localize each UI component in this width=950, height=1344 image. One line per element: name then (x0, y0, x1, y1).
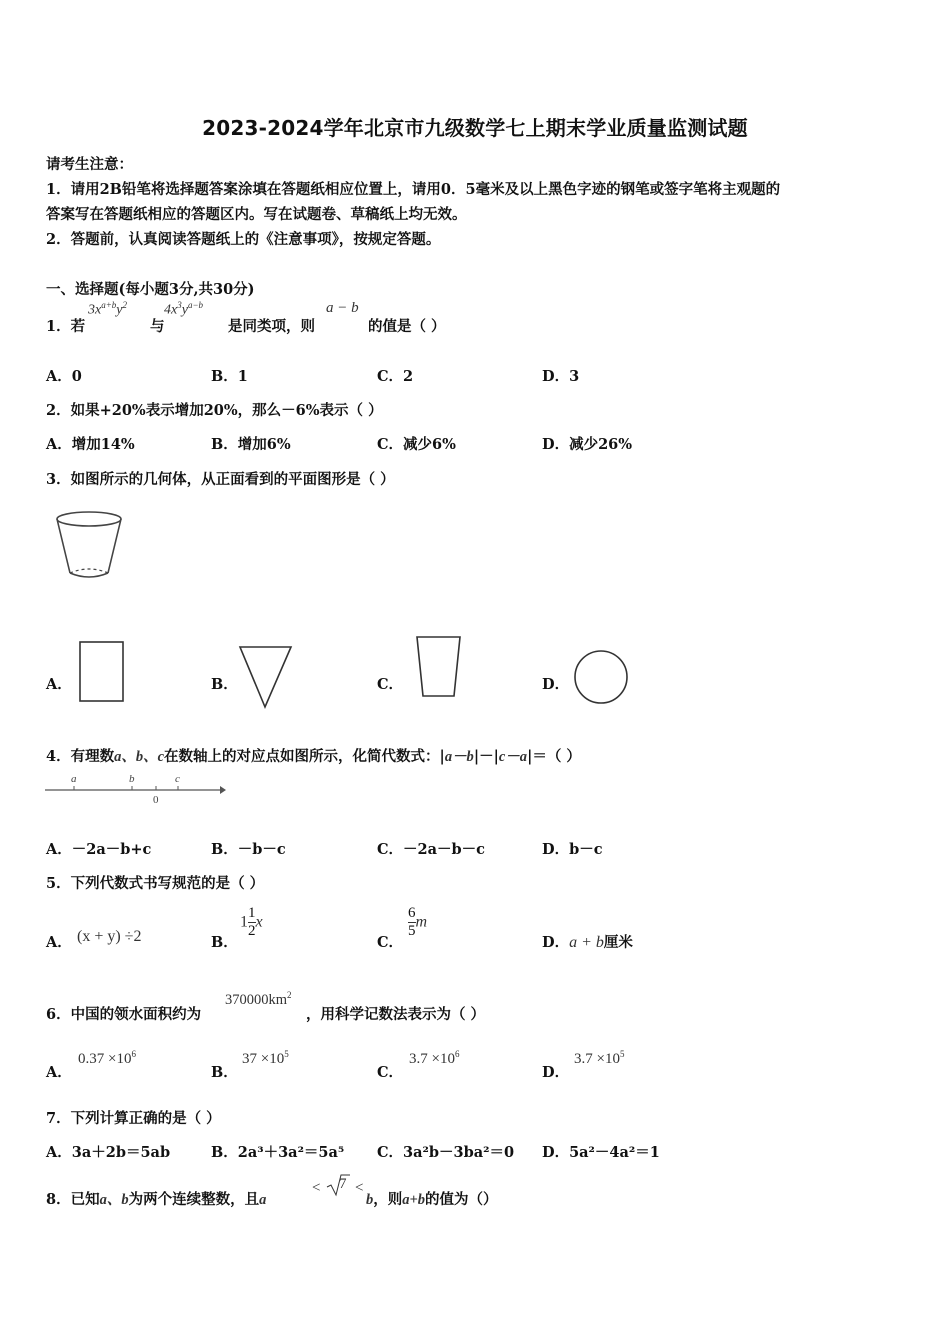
q4-text-b: a、b、c (114, 749, 165, 765)
q3-option-a: A． (46, 676, 72, 693)
inverted-triangle-shape (238, 644, 294, 710)
q1-expr-2 (164, 300, 203, 319)
question-3: 3．如图所示的几何体，从正面看到的平面图形是（ ） (46, 471, 395, 488)
question-7: 7．下列计算正确的是（ ） (46, 1110, 221, 1127)
q6-option-a (78, 1049, 136, 1068)
q8-inequality (312, 1180, 320, 1197)
q8-a: a (259, 1192, 267, 1208)
q1-expr-3: a − b (326, 300, 359, 316)
q7-option-a: A．3a＋2b＝5ab (46, 1144, 171, 1161)
q1-text-2: 是同类项，则 (228, 318, 315, 335)
q8-sqrt-value: 7 (339, 1176, 347, 1192)
q6-d-base: 3.7 ×10 (574, 1051, 620, 1067)
q8-ab: a、b (99, 1192, 129, 1208)
q5-c-denominator: 5 (408, 923, 416, 939)
q8-text-d: 的值为（） (425, 1191, 498, 1208)
q1-expr1-sup: a+b (101, 300, 117, 310)
q6-a-base: 0.37 ×10 (78, 1051, 132, 1067)
q4-text-c: 在数轴上的对应点如图所示，化简代数式：| (164, 748, 445, 765)
q5-b-fraction (248, 905, 256, 940)
section-heading: 一、选择题(每小题3分,共30分) (46, 281, 255, 298)
q6-value-base: 370000km (225, 991, 288, 1008)
q8-text-b: 为两个连续整数，且 (128, 1191, 260, 1208)
q5-option-b-expr (240, 905, 263, 940)
q5-option-a-label: A． (46, 934, 72, 951)
q6-c-base: 3.7 ×10 (409, 1051, 455, 1067)
q1-mid: 与 (150, 318, 165, 335)
axis-label-b: b (129, 773, 135, 785)
q5-b-denominator: 2 (248, 923, 256, 939)
cup-solid-figure (50, 505, 130, 585)
q8-text-a: 8．已知 (46, 1191, 100, 1208)
q5-b-var: x (255, 913, 263, 931)
q8-text-c: ，则 (373, 1191, 403, 1208)
q4-text-a: 4．有理数 (46, 748, 115, 765)
q4-text-g: |＝（ ） (527, 748, 581, 765)
q3-option-d: D． (542, 676, 570, 693)
notice-line-1b: 答案写在答题纸相应的答题区内。写在试题卷、草稿纸上均无效。 (46, 206, 467, 223)
q5-option-a-expr: (x + y) ÷2 (77, 928, 142, 945)
notice-line-2: 2．答题前，认真阅读答题纸上的《注意事项》，按规定答题。 (46, 231, 441, 248)
q2-option-c: C．减少6% (377, 436, 456, 453)
notice-heading: 请考生注意： (46, 156, 133, 173)
question-6: 6．中国的领水面积约为 (46, 1006, 202, 1023)
q1-expr2-base: 4x (164, 302, 178, 318)
sqrt-sign (325, 1173, 351, 1197)
q6-c-exp: 6 (454, 1049, 460, 1059)
q5-c-var: m (415, 913, 428, 931)
q5-option-d-label (542, 931, 633, 952)
q6-b-exp: 5 (284, 1049, 289, 1059)
question-5: 5．下列代数式书写规范的是（ ） (46, 875, 265, 892)
q5-d-expr: a + b (569, 934, 604, 951)
axis-label-a: a (71, 773, 77, 785)
q1-expr-1 (88, 300, 127, 319)
q5-option-b-label: B． (211, 934, 238, 951)
q1-expr2-y: y (181, 302, 188, 318)
q3-option-b: B． (211, 676, 238, 693)
axis-label-zero: 0 (153, 794, 159, 806)
q7-option-d: D．5a²－4a²＝1 (542, 1144, 660, 1161)
q2-option-a: A．增加14% (46, 436, 135, 453)
q4-option-d: D．b－c (542, 841, 603, 858)
q1-expr2-sup: 3 (177, 300, 182, 310)
q5-c-numerator: 6 (408, 905, 416, 921)
q1-option-a: A．0 (46, 368, 82, 385)
q8-tail (366, 1188, 498, 1209)
q4-text-e: |－| (473, 748, 499, 765)
q5-d-label: D． (542, 934, 570, 951)
q5-b-numerator: 1 (248, 905, 256, 921)
q5-option-c-label: C． (377, 934, 404, 951)
q6-option-d-label: D． (542, 1064, 570, 1081)
q6-d-exp: 5 (619, 1049, 625, 1059)
q6-b-base: 37 ×10 (242, 1051, 285, 1067)
q4-text-d: a－b (444, 749, 474, 765)
q8-lt-1: < (312, 1180, 321, 1196)
q1-option-c: C．2 (377, 368, 414, 385)
q6-value-sup: 2 (287, 990, 292, 1000)
question-2: 2．如果+20%表示增加20%，那么－6%表示（ ） (46, 402, 383, 419)
q1-option-b: B．1 (211, 368, 248, 385)
q6-option-b (242, 1049, 289, 1068)
rectangle-shape (78, 640, 126, 704)
q1-expr1-base: 3x (88, 302, 102, 318)
axis-label-c: c (175, 773, 180, 785)
q5-d-unit: 厘米 (603, 934, 633, 951)
question-1 (46, 315, 85, 336)
q1-number: 1．若 (46, 318, 86, 335)
q1-expr1-sup2: 2 (122, 300, 128, 310)
notice-line-1: 1．请用2B铅笔将选择题答案涂填在答题纸相应位置上，请用0．5毫米及以上黑色字迹的钢笔或签字笔将主观题的 (46, 181, 781, 198)
q3-option-c: C． (377, 676, 404, 693)
q5-c-fraction (408, 905, 416, 940)
q8-apb: a+b (402, 1192, 426, 1208)
q6-option-a-label: A． (46, 1064, 72, 1081)
q1-expr1-y: y (116, 302, 123, 318)
circle-shape (572, 648, 632, 708)
q2-option-d: D．减少26% (542, 436, 633, 453)
q8-b: b (366, 1192, 374, 1208)
q4-option-b: B．－b－c (211, 841, 286, 858)
q4-option-c: C．－2a－b－c (377, 841, 485, 858)
q6-option-b-label: B． (211, 1064, 238, 1081)
q6-text-2: ，用科学记数法表示为（ ） (306, 1006, 486, 1023)
q6-value (225, 990, 292, 1009)
q4-text-f: c－a (498, 749, 528, 765)
trapezoid-shape (414, 634, 464, 700)
q4-option-a: A．－2a－b+c (46, 841, 152, 858)
question-4 (46, 745, 581, 766)
q6-option-c (409, 1049, 459, 1068)
q6-option-c-label: C． (377, 1064, 404, 1081)
q7-option-c: C．3a²b－3ba²＝0 (377, 1144, 515, 1161)
q2-option-b: B．增加6% (211, 436, 291, 453)
q7-option-b: B．2a³＋3a²＝5a⁵ (211, 1144, 345, 1161)
question-8 (46, 1188, 266, 1209)
q5-option-c-expr (408, 905, 427, 940)
q5-b-whole: 1 (240, 913, 248, 931)
q1-option-d: D．3 (542, 368, 580, 385)
q6-a-exp: 6 (131, 1049, 136, 1059)
q1-expr2-sup2: a−b (187, 300, 204, 310)
q8-lt-2: < (355, 1180, 364, 1196)
number-line (44, 770, 226, 806)
page-title: 2023-2024学年北京市九级数学七上期末学业质量监测试题 (202, 116, 748, 140)
q6-option-d (574, 1049, 624, 1068)
q1-text-3: 的值是（ ） (368, 318, 446, 335)
